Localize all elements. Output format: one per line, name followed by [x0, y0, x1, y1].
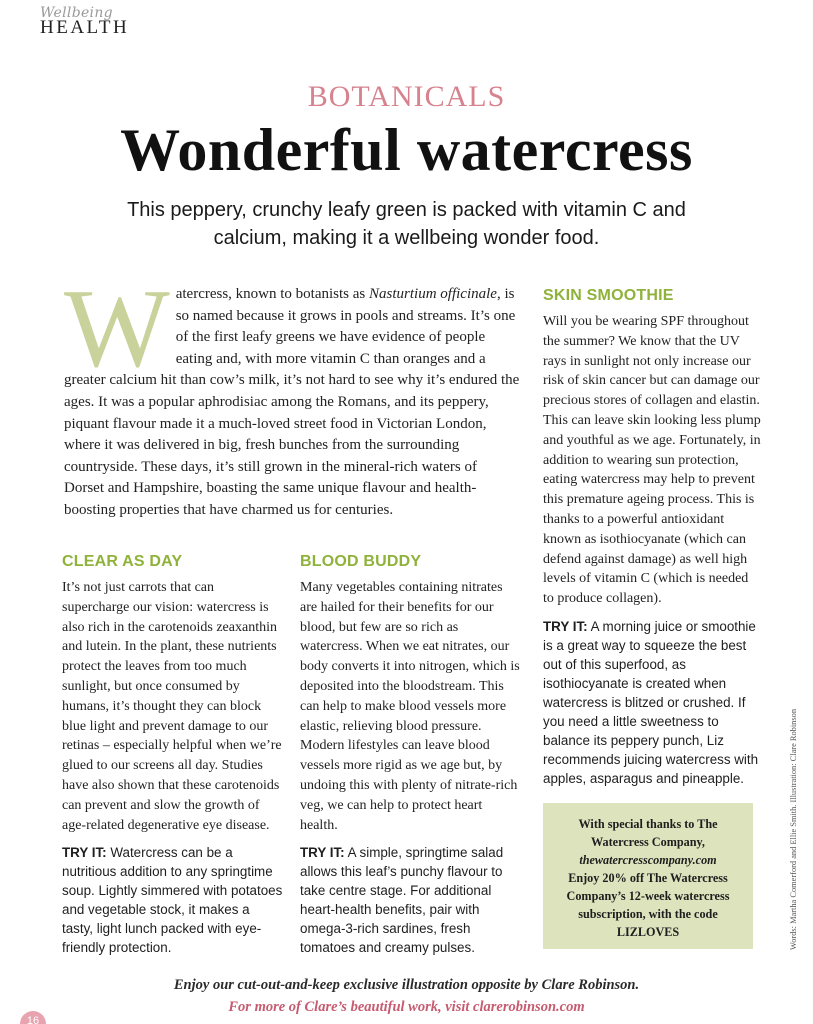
try-it-label: TRY IT:	[62, 845, 107, 861]
promo-offer-text: Enjoy 20% off The Watercress Company’s 12-week watercress subscription, with the code LIZLOVES	[566, 871, 730, 939]
promo-thanks-text: With special thanks to The Watercress Company,	[578, 817, 718, 849]
try-it-label: TRY IT:	[300, 845, 345, 861]
section-heading: CLEAR AS DAY	[62, 553, 183, 570]
section-heading: BLOOD BUDDY	[300, 553, 422, 570]
try-it-tip	[543, 617, 761, 788]
promo-box	[543, 803, 753, 949]
brand-main-text: HEALTH	[40, 17, 130, 38]
magazine-section-logo	[40, 6, 160, 38]
section-body: Will you be wearing SPF throughout the summer? We know that the UV rays in sunlight not only increase our risk of skin cancer but can damage our precious stores of collagen and elastin. This can leave skin looking less plump and youthful as we age. Fortunately, in addition to wearing sun protection, eating watercress may help to prevent this premature ageing process. This is thanks to a powerful antioxidant known as isothiocyanate (which can defend against damage) as well high levels of vitamin C (which is needed to produce collagen).	[543, 314, 761, 607]
intro-paragraph	[64, 267, 520, 522]
footer-illustration-note: Enjoy our cut-out-and-keep exclusive illustration opposite by Clare Robinson.	[173, 977, 640, 993]
try-it-text: A morning juice or smoothie is a great way to squeeze the best out of this superfood, as isothiocyanate is created when watercress is blitzed or crushed. If you need a little sweetness to balance its peppery punch, Liz recommends juicing watercress with apples, asparagus and pineapple.	[543, 618, 759, 786]
photo-credit: Words: Martha Comerford and Ellie Smith. Illustration: Clare Robinson	[789, 708, 798, 950]
try-it-text: A simple, springtime salad allows this leaf’s punchy flavour to take centre stage. For additional heart-health benefits, pair with omega-3-rich sardines, fresh tomatoes and creamy pulses.	[300, 845, 504, 956]
article-standfirst: This peppery, crunchy leafy green is packed with vitamin C and calcium, making it a wellbeing wonder food.	[127, 199, 686, 249]
section-heading: SKIN SMOOTHIE	[543, 287, 674, 304]
try-it-tip	[300, 843, 522, 957]
try-it-label: TRY IT:	[543, 618, 588, 634]
page-number-badge: 16	[20, 1011, 46, 1024]
section-body: It’s not just carrots that can supercharge our vision: watercress is also rich in the carotenoids zeaxanthin and lutein. In the plant, these nutrients protect the leaves from too much sunlight, but once consumed by humans, it’s thought they can block blue light and prevent damage to our retinas – especially helpful when we’re glued to our screens all day. Studies have also shown that these carotenoids can prevent and slow the growth of age-related degenerative eye disease.	[62, 580, 282, 833]
footer-artist-link[interactable]: For more of Clare’s beautiful work, visit clarerobinson.com	[228, 999, 585, 1015]
intro-text-b: , is so named because it grows in pools and streams. It’s one of the first leafy greens we have evidence of people eating and, with more vitamin C than oranges and a greater calcium hit than cow’s milk, it’s not hard to see why it’s endured the ages. It was a popular aphrodisiac among the Romans, and its peppery, piquant flavour made it a much-loved street food in Victorian London, where it was delivered in big, fresh bunches from the surrounding countryside. These days, it’s still grown in the mineral-rich waters of Dorset and Hampshire, boasting the same unique flavour and health-boosting properties that have charmed us for centuries.	[64, 286, 520, 518]
section-blood-buddy	[300, 552, 522, 957]
promo-url-link[interactable]: thewatercresscompany.com	[579, 853, 717, 867]
intro-text-a: atercress, known to botanists as	[175, 286, 370, 302]
section-body: Many vegetables containing nitrates are hailed for their benefits for our blood, but few are so rich as watercress. When we eat nitrates, our body converts it into nitrogen, which is deposited into the bloodstream. This can help to make blood vessels more elastic, relieving blood pressure. Modern lifestyles can leave blood vessels more rigid as we age but, by undoing this with plenty of nitrate-rich veg, we can help to protect heart health.	[300, 580, 520, 833]
brand-script-text: Wellbeing	[40, 5, 113, 21]
section-clear-as-day	[62, 552, 284, 957]
try-it-tip	[62, 843, 284, 957]
try-it-text: Watercress can be a nutritious addition to any springtime soup. Lightly simmered with potatoes and vegetable stock, it makes a tasty, light lunch packed with eye-friendly protection.	[62, 845, 283, 956]
article-kicker: BOTANICALS	[307, 80, 506, 113]
intro-latin-name: Nasturtium officinale	[369, 286, 497, 302]
drop-cap: W	[64, 267, 170, 391]
page-footer	[0, 974, 813, 1018]
article-title: Wonderful watercress	[120, 117, 693, 183]
section-skin-smoothie	[543, 286, 761, 788]
